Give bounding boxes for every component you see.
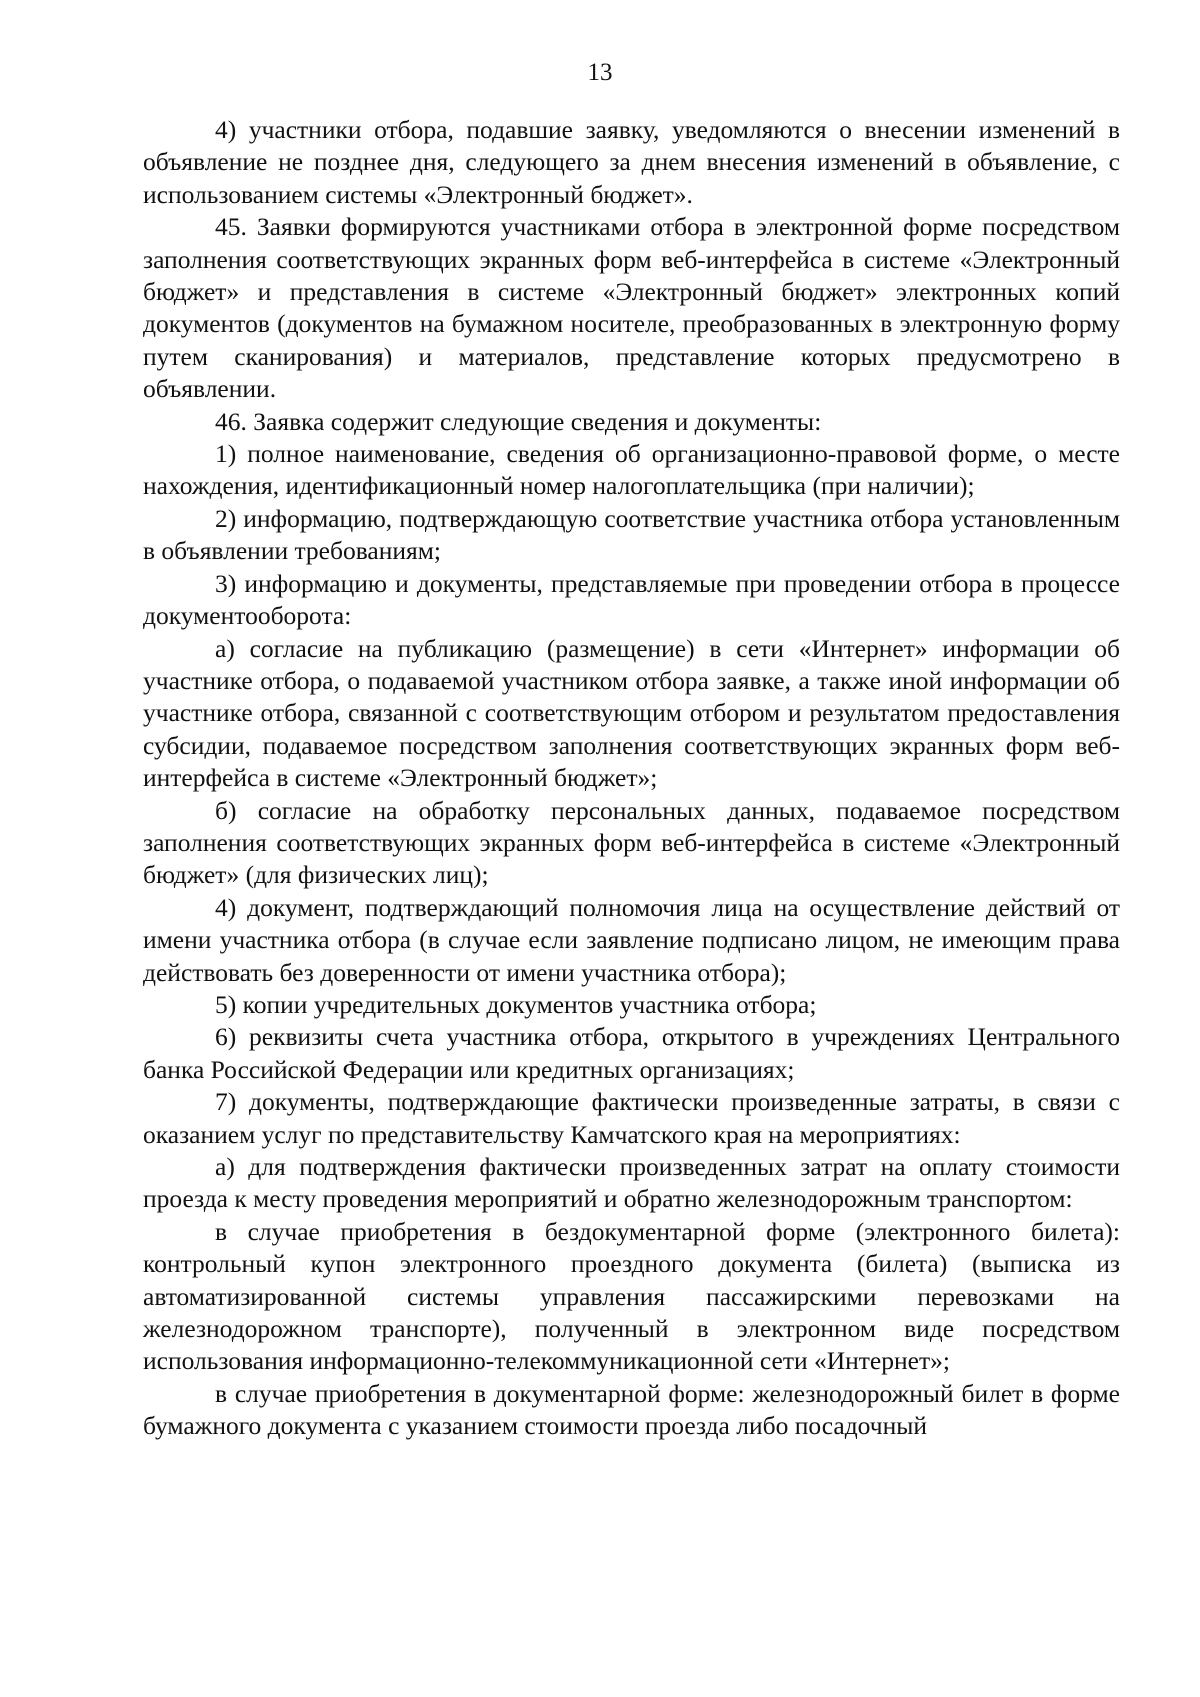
paragraph-subitem-a-railway-travel: а) для подтверждения фактически произведенных затрат на оплату стоимости проезда к месту проведения мероприятий и обратно железнодорожным транспортом:: [143, 1152, 1120, 1214]
paragraph-item-2-compliance: 2) информацию, подтверждающую соответствие участника отбора установленным в объявлении требованиям;: [143, 503, 1120, 566]
paragraph-electronic-ticket: в случае приобретения в бездокументарной форме (электронного билета): контрольный купон электронного проездного документа (билета) (выписка из автоматизированной системы управления пассажирскими перевозками на железнодорожном транспорте), полученный в электронном виде посредством использования информационно-телекоммуникационной сети «Интернет»;: [143, 1216, 1120, 1376]
paragraph-item-5-founding-documents: 5) копии учредительных документов участника отбора;: [215, 989, 817, 1019]
paragraph-item-6-bank-details: 6) реквизиты счета участника отбора, открытого в учреждениях Центрального банка Российской Федерации или кредитных организациях;: [143, 1022, 1120, 1084]
paragraph-item-4-notification: 4) участники отбора, подавшие заявку, уведомляются о внесении изменений в объявление не позднее дня, следующего за днем внесения изменений в объявление, с использованием системы «Электронный бюджет».: [143, 115, 1120, 209]
paragraph-item-4-authority-document: 4) документ, подтверждающий полномочия лица на осуществление действий от имени участника отбора (в случае если заявление подписано лицом, не имеющим права действовать без доверенности от имени участника отбора);: [143, 892, 1120, 987]
paragraph-item-7-expense-documents: 7) документы, подтверждающие фактически произведенные затраты, в связи с оказанием услуг по представительству Камчатского края на мероприятиях:: [143, 1087, 1120, 1149]
paragraph-45-application-form: 45. Заявки формируются участниками отбора в электронной форме посредством заполнения соответствующих экранных форм веб-интерфейса в системе «Электронный бюджет» и представления в системе «Электронный бюджет» электронных копий документов (документов на бумажном носителе, преобразованных в электронную форму путем сканирования) и материалов, представление которых предусмотрено в объявлении.: [143, 212, 1120, 404]
document-body: [143, 114, 1120, 1443]
paragraph-subitem-a-publication-consent: а) согласие на публикацию (размещение) в сети «Интернет» информации об участнике отбора, о подаваемой участником отбора заявке, а также иной информации об участнике отбора, связанной с соответствующим отбором и результатом предоставления субсидии, подаваемое посредством заполнения соответствующих экранных форм веб-интерфейса в системе «Электронный бюджет»;: [143, 633, 1120, 793]
paragraph-subitem-b-personal-data-consent: б) согласие на обработку персональных данных, подаваемое посредством заполнения соответствующих экранных форм веб-интерфейса в системе «Электронный бюджет» (для физических лиц);: [143, 795, 1120, 890]
paragraph-46-application-contents: 46. Заявка содержит следующие сведения и документы:: [215, 406, 822, 436]
paragraph-item-1-full-name: 1) полное наименование, сведения об организационно-правовой форме, о месте нахождения, идентификационный номер налогоплательщика (при наличии);: [143, 439, 1120, 501]
paragraph-item-3-documents: 3) информацию и документы, представляемые при проведении отбора в процессе документооборота:: [143, 568, 1120, 631]
paragraph-paper-ticket: в случае приобретения в документарной форме: железнодорожный билет в форме бумажного документа с указанием стоимости проезда либо посадочный: [143, 1378, 1120, 1441]
page-number: 13: [587, 59, 613, 86]
